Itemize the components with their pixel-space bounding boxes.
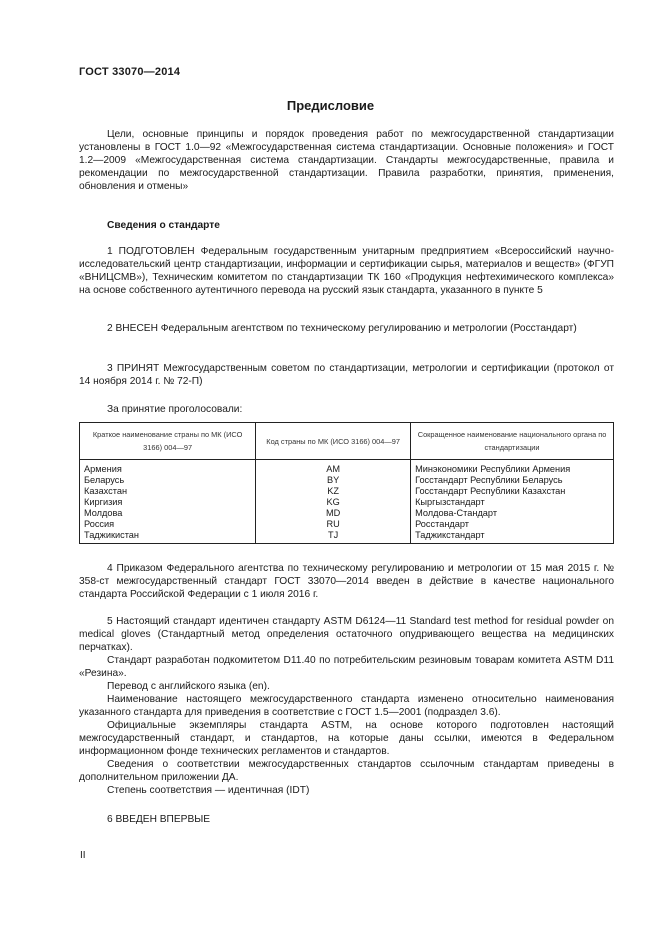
item-5-paragraph: Наименование настоящего межгосударственного стандарта изменено относительно наименования указанного стандарта для приведения в соответствие с ГОСТ 1.5—2001 (подраздел 3.6). xyxy=(79,694,614,718)
item-2-text: 2 ВНЕСЕН Федеральным агентством по техническому регулированию и метрологии (Росстандарт) xyxy=(107,323,577,334)
item-5-paragraph: 5 Настоящий стандарт идентичен стандарту ASTM D6124—11 Standard test method for residual powder on medical gloves (Стандартный метод определения остаточного опудривающего вещества на медицинских перчатках). xyxy=(79,616,614,653)
body-cell: Кыргызстандарт xyxy=(411,497,614,508)
voting-table xyxy=(79,422,614,544)
code-cell: BY xyxy=(256,475,411,486)
table-header-row xyxy=(80,423,614,460)
item-5-block xyxy=(79,615,614,797)
table-row xyxy=(80,460,614,476)
item-6-block xyxy=(79,813,614,826)
table-header-country: Краткое наименование страны по МК (ИСО 3166) 004—97 xyxy=(80,423,256,460)
body-cell: Госстандарт Республики Казахстан xyxy=(411,486,614,497)
body-cell: Росстандарт xyxy=(411,519,614,530)
document-code: ГОСТ 33070—2014 xyxy=(79,66,181,78)
item-5-paragraph: Перевод с английского языка (en). xyxy=(107,681,270,692)
body-cell: Минэкономики Республики Армения xyxy=(411,460,614,476)
item-5-paragraph: Стандарт разработан подкомитетом D11.40 по потребительским резиновым товарам комитета ASTM D11 «Резина». xyxy=(79,655,614,679)
item-5-paragraph: Сведения о соответствии межгосударственных стандартов ссылочным стандартам приведены в дополнительном приложении ДА. xyxy=(79,759,614,783)
item-4-text: 4 Приказом Федерального агентства по техническому регулированию и метрологии от 15 мая 2015 г. № 358-ст межгосударственный стандарт ГОСТ 33070—2014 введен в действие в качестве национального стандарта Российской Федерации с 1 июля 2016 г. xyxy=(79,563,614,600)
code-cell: TJ xyxy=(256,530,411,544)
body-cell: Госстандарт Республики Беларусь xyxy=(411,475,614,486)
table-header-body: Сокращенное наименование национального органа по стандартизации xyxy=(411,423,614,460)
code-cell: MD xyxy=(256,508,411,519)
body-cell: Молдова-Стандарт xyxy=(411,508,614,519)
page-number: II xyxy=(80,850,86,861)
country-cell: Киргизия xyxy=(80,497,256,508)
country-cell: Россия xyxy=(80,519,256,530)
item-3-text: 3 ПРИНЯТ Межгосударственным советом по стандартизации, метрологии и сертификации (протокол от 14 ноября 2014 г. № 72-П) xyxy=(79,363,614,387)
code-cell: AM xyxy=(256,460,411,476)
country-cell: Молдова xyxy=(80,508,256,519)
intro-paragraph xyxy=(79,128,614,193)
body-cell: Таджикстандарт xyxy=(411,530,614,544)
code-cell: KG xyxy=(256,497,411,508)
country-cell: Таджикистан xyxy=(80,530,256,544)
item-1-block xyxy=(79,245,614,297)
item-2-block xyxy=(79,322,614,335)
table-row xyxy=(80,497,614,508)
item-6-text: 6 ВВЕДЕН ВПЕРВЫЕ xyxy=(107,814,211,825)
country-cell: Беларусь xyxy=(80,475,256,486)
item-3-block xyxy=(79,362,614,388)
country-cell: Казахстан xyxy=(80,486,256,497)
table-row xyxy=(80,486,614,497)
table-row xyxy=(80,508,614,519)
voted-label-block xyxy=(79,403,614,416)
section-heading: Сведения о стандарте xyxy=(107,220,220,231)
item-5-paragraph: Официальные экземпляры стандарта ASTM, на основе которого подготовлен настоящий межгосударственный стандарт, и стандартов, на которые даны ссылки, имеются в Федеральном информационном фонде технических регламентов и стандартов. xyxy=(79,720,614,757)
table-row xyxy=(80,475,614,486)
country-cell: Армения xyxy=(80,460,256,476)
table-header-code: Код страны по МК (ИСО 3166) 004—97 xyxy=(256,423,411,460)
code-cell: RU xyxy=(256,519,411,530)
intro-text: Цели, основные принципы и порядок проведения работ по межгосударственной стандартизации установлены в ГОСТ 1.0—92 «Межгосударственная система стандартизации. Основные положения» и ГОСТ 1.2—2009 «Межгосударственная система стандартизации. Стандарты межгосударственные, правила и рекомендации по межгосударственной стандартизации. Правила разработки, принятия, применения, обновления и отмены» xyxy=(79,129,614,192)
section-heading-block xyxy=(79,219,614,232)
code-cell: KZ xyxy=(256,486,411,497)
voted-label: За принятие проголосовали: xyxy=(107,404,243,415)
table-row xyxy=(80,519,614,530)
page-title: Предисловие xyxy=(286,98,375,113)
item-5-paragraph: Степень соответствия — идентичная (IDT) xyxy=(107,785,310,796)
table-row xyxy=(80,530,614,544)
item-1-text: 1 ПОДГОТОВЛЕН Федеральным государственным унитарным предприятием «Всероссийский научно-исследовательский центр стандартизации, информации и сертификации сырья, материалов и веществ» (ФГУП «ВНИЦСМВ»), Техническим комитетом по стандартизации ТК 160 «Продукция нефтехимического комплекса» на основе собственного аутентичного перевода на русский язык стандарта, указанного в пункте 5 xyxy=(79,246,614,296)
item-4-block xyxy=(79,562,614,601)
